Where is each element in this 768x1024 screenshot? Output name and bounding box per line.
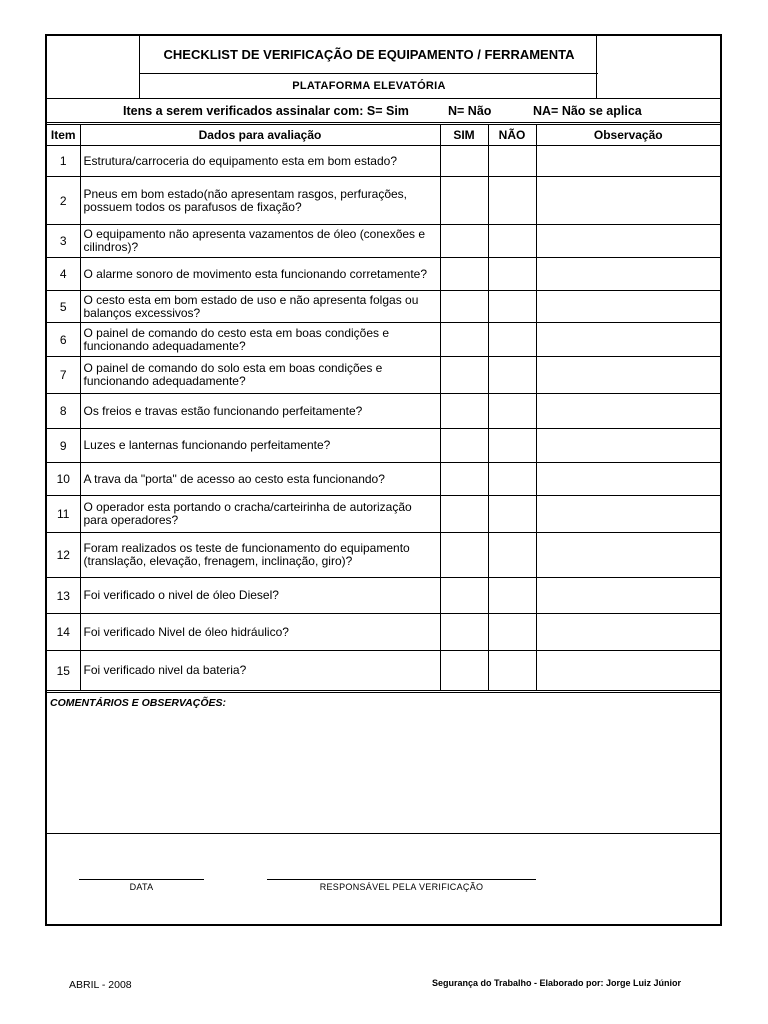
no-cell[interactable]	[488, 146, 536, 177]
column-header-yes: SIM	[440, 125, 488, 146]
observation-cell[interactable]	[536, 533, 720, 578]
item-number: 8	[47, 394, 80, 429]
no-cell[interactable]	[488, 258, 536, 291]
yes-cell[interactable]	[440, 323, 488, 357]
table-row	[47, 225, 720, 258]
table-row	[47, 323, 720, 357]
item-number: 6	[47, 323, 80, 357]
footer-credit: Segurança do Trabalho - Elaborado por: Jorge Luiz Júnior	[432, 978, 682, 988]
item-description: O cesto esta em bom estado de uso e não apresenta folgas ou balanços excessivos?	[80, 291, 440, 323]
item-description: Luzes e lanternas funcionando perfeitamente?	[80, 429, 440, 463]
item-number: 9	[47, 429, 80, 463]
item-number: 5	[47, 291, 80, 323]
no-cell[interactable]	[488, 323, 536, 357]
table-header-row	[47, 125, 720, 146]
no-cell[interactable]	[488, 496, 536, 533]
table-row	[47, 291, 720, 323]
item-number: 7	[47, 357, 80, 394]
yes-cell[interactable]	[440, 651, 488, 691]
table-row	[47, 357, 720, 394]
yes-cell[interactable]	[440, 496, 488, 533]
yes-cell[interactable]	[440, 429, 488, 463]
table-row	[47, 429, 720, 463]
observation-cell[interactable]	[536, 357, 720, 394]
comments-section[interactable]	[47, 692, 720, 834]
item-description: O operador esta portando o cracha/carteirinha de autorização para operadores?	[80, 496, 440, 533]
table-row	[47, 651, 720, 691]
legend-na: NA= Não se aplica	[533, 104, 642, 118]
observation-cell[interactable]	[536, 578, 720, 614]
item-description: O painel de comando do cesto esta em boas condições e funcionando adequadamente?	[80, 323, 440, 357]
date-label: DATA	[129, 882, 154, 892]
table-row	[47, 614, 720, 651]
no-cell[interactable]	[488, 357, 536, 394]
observation-cell[interactable]	[536, 463, 720, 496]
no-cell[interactable]	[488, 177, 536, 225]
yes-cell[interactable]	[440, 533, 488, 578]
no-cell[interactable]	[488, 651, 536, 691]
column-header-description: Dados para avaliação	[80, 125, 440, 146]
yes-cell[interactable]	[440, 177, 488, 225]
yes-cell[interactable]	[440, 225, 488, 258]
yes-cell[interactable]	[440, 614, 488, 651]
observation-cell[interactable]	[536, 496, 720, 533]
yes-cell[interactable]	[440, 394, 488, 429]
form-title: CHECKLIST DE VERIFICAÇÃO DE EQUIPAMENTO / FERRAMENTA	[140, 36, 598, 74]
item-description: Foi verificado nivel da bateria?	[80, 651, 440, 691]
footer-date: ABRIL - 2008	[69, 979, 132, 991]
yes-cell[interactable]	[440, 291, 488, 323]
observation-cell[interactable]	[536, 146, 720, 177]
observation-cell[interactable]	[536, 614, 720, 651]
item-description: Estrutura/carroceria do equipamento esta em bom estado?	[80, 146, 440, 177]
table-row	[47, 146, 720, 177]
responsible-signature-line[interactable]	[267, 879, 536, 880]
yes-cell[interactable]	[440, 357, 488, 394]
item-number: 1	[47, 146, 80, 177]
table-row	[47, 533, 720, 578]
table-row	[47, 578, 720, 614]
table-row	[47, 177, 720, 225]
table-body	[47, 146, 720, 691]
yes-cell[interactable]	[440, 146, 488, 177]
item-description: O equipamento não apresenta vazamentos de óleo (conexões e cilindros)?	[80, 225, 440, 258]
item-number: 3	[47, 225, 80, 258]
yes-cell[interactable]	[440, 258, 488, 291]
legend-line	[47, 98, 720, 123]
observation-cell[interactable]	[536, 651, 720, 691]
item-number: 2	[47, 177, 80, 225]
observation-cell[interactable]	[536, 258, 720, 291]
item-number: 10	[47, 463, 80, 496]
header-box	[139, 36, 597, 98]
no-cell[interactable]	[488, 429, 536, 463]
table-row	[47, 258, 720, 291]
checklist-form	[45, 34, 722, 926]
item-number: 13	[47, 578, 80, 614]
no-cell[interactable]	[488, 225, 536, 258]
observation-cell[interactable]	[536, 394, 720, 429]
observation-cell[interactable]	[536, 291, 720, 323]
observation-cell[interactable]	[536, 225, 720, 258]
item-description: Foram realizados os teste de funcionamento do equipamento (translação, elevação, frenagem, inclinação, giro)?	[80, 533, 440, 578]
observation-cell[interactable]	[536, 177, 720, 225]
no-cell[interactable]	[488, 578, 536, 614]
item-description: Foi verificado o nivel de óleo Diesel?	[80, 578, 440, 614]
item-number: 12	[47, 533, 80, 578]
table-row	[47, 496, 720, 533]
column-header-item: Item	[47, 125, 80, 146]
item-number: 15	[47, 651, 80, 691]
date-signature-line[interactable]	[79, 879, 204, 880]
item-description: O painel de comando do solo esta em boas condições e funcionando adequadamente?	[80, 357, 440, 394]
item-description: A trava da "porta" de acesso ao cesto esta funcionando?	[80, 463, 440, 496]
item-number: 14	[47, 614, 80, 651]
no-cell[interactable]	[488, 533, 536, 578]
form-subtitle: PLATAFORMA ELEVATÓRIA	[292, 80, 446, 92]
table-row	[47, 463, 720, 496]
item-number: 11	[47, 496, 80, 533]
item-description: Pneus em bom estado(não apresentam rasgos, perfurações, possuem todos os parafusos de fixação?	[80, 177, 440, 225]
column-header-no: NÃO	[488, 125, 536, 146]
item-number: 4	[47, 258, 80, 291]
no-cell[interactable]	[488, 394, 536, 429]
observation-cell[interactable]	[536, 323, 720, 357]
observation-cell[interactable]	[536, 429, 720, 463]
yes-cell[interactable]	[440, 578, 488, 614]
item-description: O alarme sonoro de movimento esta funcionando corretamente?	[80, 258, 440, 291]
no-cell[interactable]	[488, 614, 536, 651]
yes-cell[interactable]	[440, 463, 488, 496]
no-cell[interactable]	[488, 291, 536, 323]
item-description: Foi verificado Nivel de óleo hidráulico?	[80, 614, 440, 651]
table-row	[47, 394, 720, 429]
column-header-observation: Observação	[536, 125, 720, 146]
item-description: Os freios e travas estão funcionando perfeitamente?	[80, 394, 440, 429]
legend-intro: Itens a serem verificados assinalar com: S= Sim	[123, 104, 409, 118]
comments-label: COMENTÁRIOS E OBSERVAÇÕES:	[50, 697, 226, 709]
checklist-table	[47, 124, 720, 691]
responsible-label: RESPONSÁVEL PELA VERIFICAÇÃO	[319, 882, 484, 892]
legend-no: N= Não	[448, 104, 492, 118]
no-cell[interactable]	[488, 463, 536, 496]
